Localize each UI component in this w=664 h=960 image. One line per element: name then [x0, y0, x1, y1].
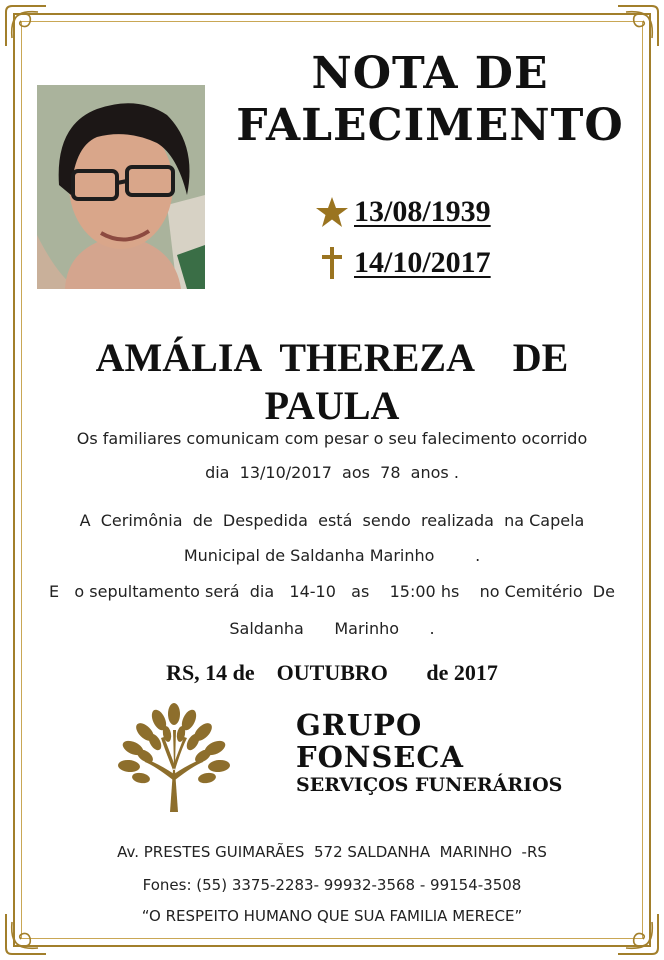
message-line-1: Os familiares comunicam com pesar o seu falecimento ocorrido: [76, 429, 588, 448]
message-line-6: Saldanha Marinho .: [229, 619, 435, 638]
brand-name-line-2: FONSECA: [296, 740, 464, 774]
cross-icon: [314, 246, 350, 280]
deceased-name-line-2: PAULA: [264, 383, 400, 428]
corner-ornament-icon: [2, 2, 50, 50]
place-and-date: RS, 14 de OUTUBRO de 2017: [166, 660, 498, 685]
corner-ornament-icon: [614, 2, 662, 50]
birth-date-row: [314, 192, 491, 232]
death-date-row: [314, 243, 491, 283]
star-icon: [314, 196, 350, 228]
death-date: 14/10/2017: [354, 246, 491, 279]
brand-subtitle: SERVIÇOS FUNERÁRIOS: [296, 774, 563, 796]
message-line-4: Municipal de Saldanha Marinho .: [183, 546, 481, 565]
funeral-home-motto: “O RESPEITO HUMANO QUE SUA FAMILIA MERECE”: [141, 907, 523, 925]
deceased-name-line-1: AMÁLIA THEREZA DE: [95, 335, 569, 380]
funeral-home-phones: Fones: (55) 3375-2283- 99932-3568 - 99154-3508: [142, 876, 522, 894]
funeral-home-address: Av. PRESTES GUIMARÃES 572 SALDANHA MARINHO -RS: [117, 843, 547, 861]
birth-date: 13/08/1939: [354, 195, 491, 228]
message-line-3: A Cerimônia de Despedida está sendo realizada na Capela: [79, 511, 585, 530]
tree-icon: [115, 700, 233, 812]
message-line-2: dia 13/10/2017 aos 78 anos .: [205, 463, 459, 482]
notice-title-line-1: NOTA DE: [311, 48, 549, 99]
message-line-5: E o sepultamento será dia 14-10 as 15:00 hs no Cemitério De: [49, 582, 615, 601]
brand-name-line-1: GRUPO: [296, 708, 423, 742]
notice-title-line-2: FALECIMENTO: [236, 100, 624, 151]
deceased-portrait-photo: [37, 85, 205, 289]
